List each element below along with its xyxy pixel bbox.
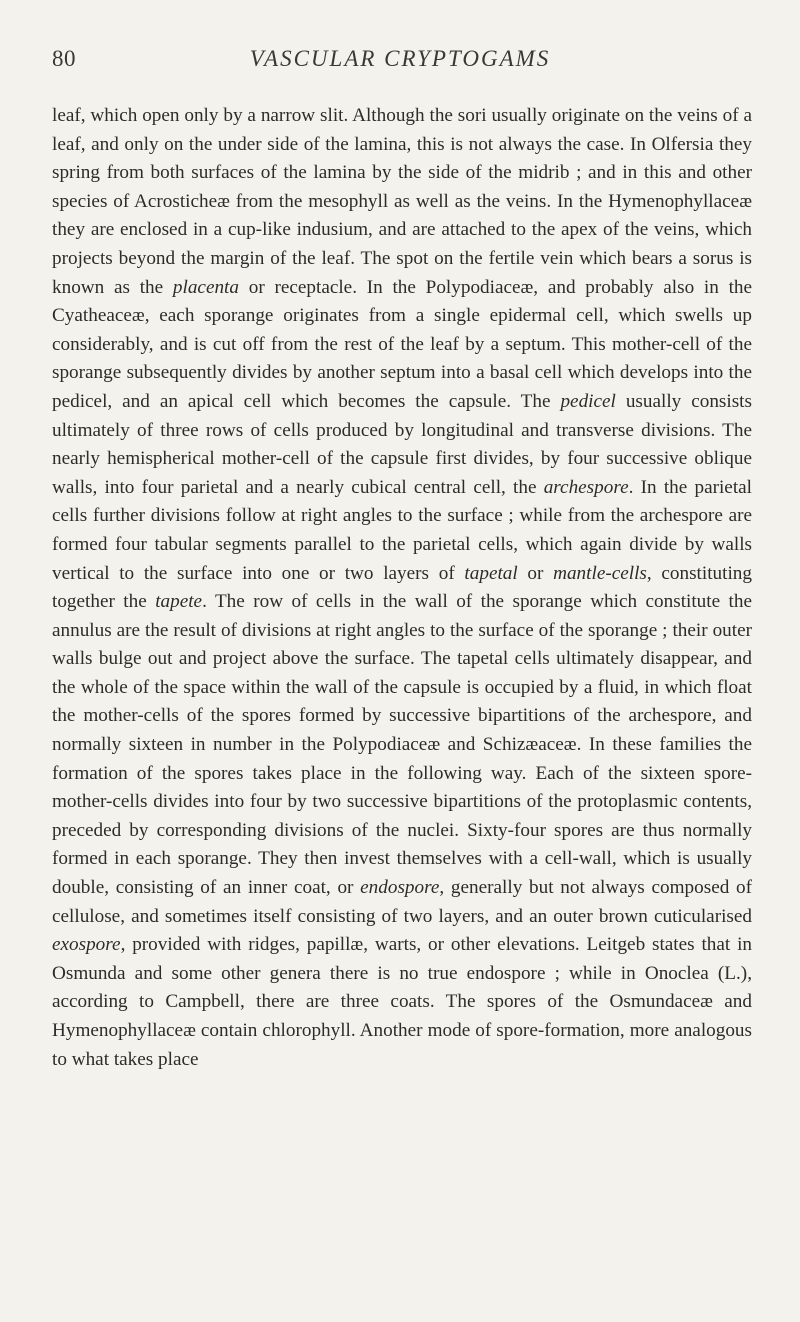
text-segment: . In the parietal cells further divisions follow at right angles to the surface ; while from the archespore are formed four tabular segments parallel to the parietal cells, which again divide by walls vertical to the surface into one or two layers of: [52, 476, 753, 584]
text-segment: . The row of cells in the wall of the sporange which constitute the annulus are the result of divisions at right angles to the surface of the sporange ; their outer walls bulge out and project above the surface. The tapetal cells ultimately disappear, and the whole of the space within the wall of the capsule is occupied by a fluid, in which float the mother-cells of the spores formed by successive bipartitions of the archespore, and normally sixteen in number in the Polypodiaceæ and Schizæaceæ. In these families the formation of the spores takes place in the following way. Each of the sixteen spore-mother-cells divides into four by two successive bipartitions of the protoplasmic contents, preceded by corresponding divisions of the nuclei. Sixty-four spores are thus normally formed in each sporange. They then invest themselves with a cell-wall, which is usually double, consisting of an inner coat, or: [52, 591, 753, 899]
text-segment: leaf, which open only by a narrow slit. Although the sori usually originate on the veins of a leaf, and only on the under side of the lamina, this is not always the case. In Olfersia they spring from both surfaces of the lamina by the side of the midrib ; and in this and other species of Acrosticheæ from the mesophyll as well as the veins. In the Hymenophyllaceæ they are enclosed in a cup-like indusium, and are attached to the apex of the veins, which projects beyond the margin of the leaf. The spot on the fertile vein which bears a sorus is known as the: [52, 105, 752, 298]
text-segment: , provided with ridges, papillæ, warts, or other elevations. Leitgeb states that in Osmunda and some other genera there is no true endospore ; while in Onoclea (L.), according to Campbell, there are three coats. The spores of the Osmundaceæ and Hymenophyllaceæ contain chlorophyll. Another mode of spore-formation, more analogous to what takes place: [52, 934, 752, 1070]
term-tapetal: tapetal: [464, 562, 518, 584]
paragraph: [52, 102, 752, 1074]
term-tapete: tapete: [155, 591, 203, 613]
term-exospore: exospore: [52, 934, 121, 956]
term-pedicel: pedicel: [560, 390, 616, 412]
text-segment: or: [517, 562, 554, 584]
term-endospore: endospore: [360, 877, 440, 899]
page-number: 80: [52, 46, 76, 71]
text-segment: or receptacle. In the Polypodiaceæ, and probably also in the Cyatheaceæ, each sporange originates from a single epidermal cell, which swells up considerably, and is cut off from the rest of the leaf by a septum. This mother-cell of the sporange subsequently divides by another septum into a basal cell which develops into the pedicel, and an apical cell which becomes the capsule. The: [52, 276, 753, 412]
running-title: VASCULAR CRYPTOGAMS: [249, 46, 551, 71]
text-segment: usually consists ultimately of three rows of cells produced by longitudinal and transverse divisions. The nearly hemispherical mother-cell of the capsule first divides, by four successive oblique walls, into four parietal and a nearly cubical central cell, the: [52, 390, 752, 498]
term-mantle-cells: mantle-cells: [553, 562, 647, 584]
page-header: [52, 46, 748, 80]
text-segment: , constituting together the: [52, 562, 752, 613]
text-segment: , generally but not always composed of cellulose, and sometimes itself consisting of two layers, and an outer brown cuticularised: [52, 877, 753, 927]
term-archespore: archespore: [543, 476, 629, 498]
term-placenta: placenta: [172, 276, 239, 298]
body-text: [52, 102, 752, 1074]
